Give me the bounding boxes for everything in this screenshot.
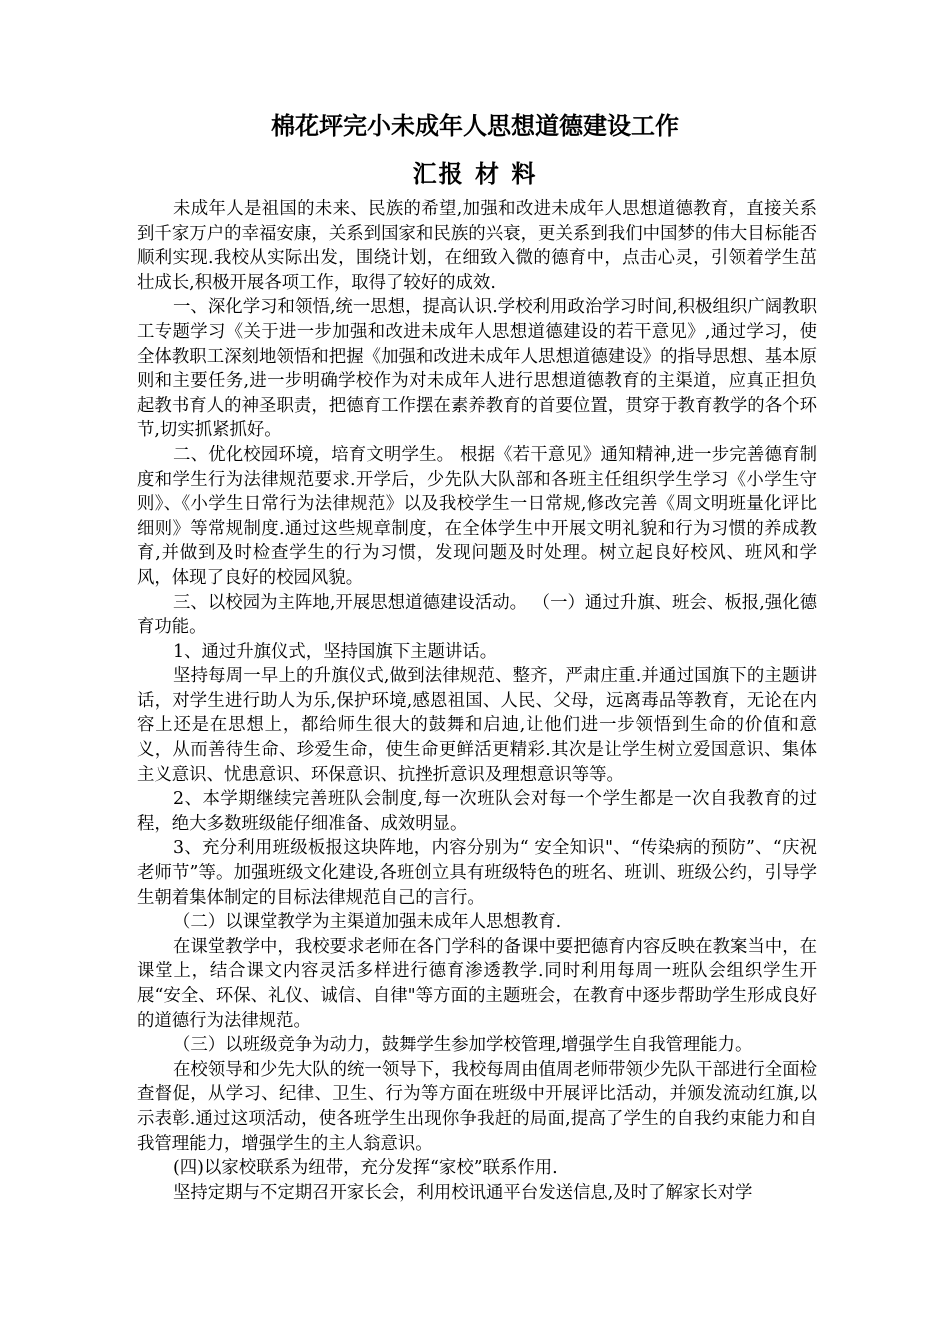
paragraph-intro: 未成年人是祖国的未来、民族的希望,加强和改进未成年人思想道德教育，直接关系到千家万户的幸福安康，关系到国家和民族的兴衰，更关系到我们中国梦的伟大目标能否顺利实现.我校从实际出发，围绕计划，在细致入微的德育中，点击心灵，引领着学生茁壮成长,积极开展各项工作，取得了较好的成效.: [137, 199, 817, 293]
paragraph-section-2: 二、优化校园环境，培育文明学生。 根据《若干意见》通知精神,进一步完善德育制度和学生行为法律规范要求.开学后，少先队大队部和各班主任组织学生学习《小学生守则》、《小学生日常行为法律规范》以及我校学生一日常规,修改完善《周文明班量化评比细则》等常规制度.通过这些规章制度，在全体学生中开展文明礼貌和行为习惯的养成教育,并做到及时检查学生的行为习惯，发现问题及时处理。树立起良好校风、班风和学风，体现了良好的校园风貌。: [137, 444, 817, 588]
paragraph-item-1-heading: 1、通过升旗仪式，坚持国旗下主题讲话。: [173, 641, 498, 662]
paragraph-section-1: 一、深化学习和领悟,统一思想，提高认识.学校利用政治学习时间,积极组织广阔教职工专题学习《关于进一步加强和改进未成年人思想道德建设的若干意见》,通过学习，使全体教职工深刻地领悟和把握《加强和改进未成年人思想道德建设》的指导思想、基本原则和主要任务,进一步明确学校作为对未成年人进行思想道德教育的主渠道，应真正担负起教书育人的神圣职责，把德育工作摆在素养教育的首要位置，贯穿于教育教学的各个环节,切实抓紧抓好。: [137, 297, 817, 441]
paragraph-section-3-heading: 三、以校园为主阵地,开展思想道德建设活动。 （一）通过升旗、班会、板报,强化德育功能。: [137, 592, 817, 638]
paragraph-subsection-3-body: 在校领导和少先大队的统一领导下，我校每周由值周老师带领少先队干部进行全面检查督促，从学习、纪律、卫生、行为等方面在班级中开展评比活动，并颁发流动红旗,以示表彰.通过这项活动，使各班学生出现你争我赶的局面,提高了学生的自我约束能力和自我管理能力，增强学生的主人翁意识。: [137, 1059, 817, 1154]
paragraph-item-3: 3、充分利用班级板报这块阵地，内容分别为“ 安全知识"、“传染病的预防”、“庆祝老师节”等。加强班级文化建设,各班创立具有班级特色的班名、班训、班级公约，引导学生朝着集体制定的目标法律规范自己的言行。: [137, 838, 817, 908]
document-subtitle: 汇报 材 料: [412, 160, 538, 188]
paragraph-item-1-body: 坚持每周一早上的升旗仪式,做到法律规范、整齐，严肃庄重.并通过国旗下的主题讲话，对学生进行助人为乐,保护环境,感恩祖国、人民、父母，远离毒品等教育，无论在内容上还是在思想上，都给师生很大的鼓舞和启迪,让他们进一步领悟到生命的价值和意义，从而善待生命、珍爱生命，使生命更鲜活更精彩.其次是让学生树立爱国意识、集体主义意识、忧患意识、环保意识、抗挫折意识及理想意识等等。: [137, 666, 817, 785]
paragraph-subsection-4-body: 坚持定期与不定期召开家长会，利用校讯通平台发送信息,及时了解家长对学: [173, 1182, 753, 1203]
paragraph-item-2: 2、本学期继续完善班队会制度,每一次班队会对每一个学生都是一次自我教育的过程，绝大多数班级能仔细准备、成效明显。: [137, 789, 817, 834]
paragraph-subsection-4-heading: (四)以家校联系为纽带，充分发挥“家校”联系作用.: [173, 1158, 558, 1179]
document-title: 棉花坪完小未成年人思想道德建设工作: [271, 112, 679, 140]
paragraph-subsection-2-heading: （二）以课堂教学为主渠道加强未成年人思想教育.: [173, 912, 562, 933]
paragraph-subsection-3-heading: （三）以班级竞争为动力，鼓舞学生参加学校管理,增强学生自我管理能力。: [173, 1035, 753, 1056]
document-body: [137, 197, 817, 1205]
paragraph-subsection-2-body: 在课堂教学中，我校要求老师在各门学科的备课中要把德育内容反映在教案当中，在课堂上，结合课文内容灵活多样进行德育渗透教学.同时利用每周一班队会组织学生开展“安全、环保、礼仪、诚信、自律"等方面的主题班会，在教育中逐步帮助学生形成良好的道德行为法律规范。: [137, 936, 817, 1031]
